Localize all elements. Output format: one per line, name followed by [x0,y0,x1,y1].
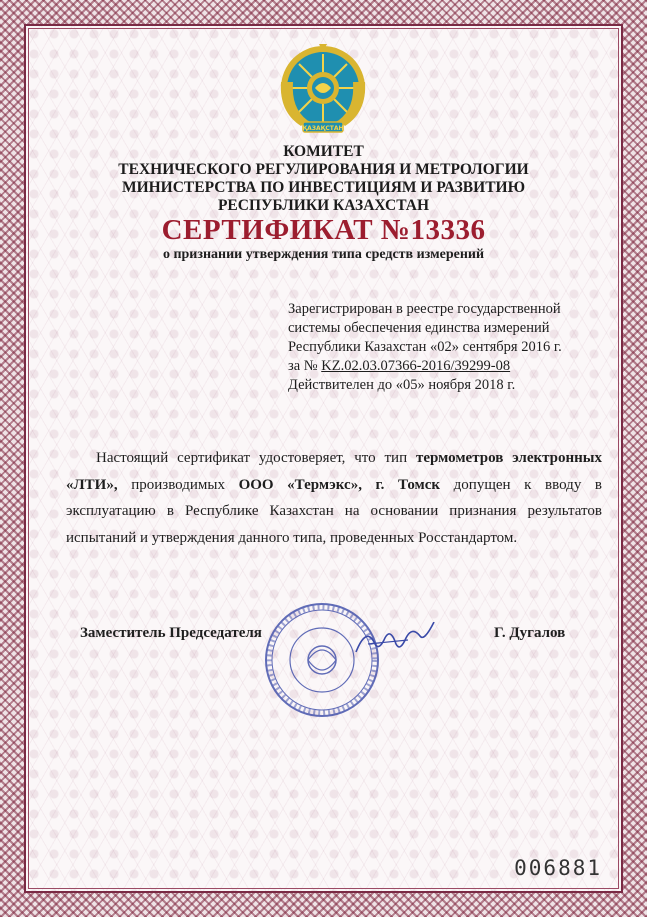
header-line-1: КОМИТЕТ [283,143,364,160]
registry-line-3: Республики Казахстан «02» сентября 2016 г. [288,339,562,355]
header-line-3: МИНИСТЕРСТВА ПО ИНВЕСТИЦИЯМ И РАЗВИТИЮ [121,179,526,196]
registry-info [288,300,618,395]
instrument-type: термометров электронных «ЛТИ», [66,450,603,493]
certificate-title: СЕРТИФИКАТ №13336 [161,214,486,246]
manufacturer: ООО «Термэкс», г. Томск [238,476,441,493]
signatory-name: Г. Дугалов [494,625,566,641]
body-text-3: допущен к вводу в эксплуатацию в Республике Казахстан на основании признания результатов испытаний и утверждения данного типа, проведенных Росстандартом. [66,476,603,546]
registry-line-1: Зарегистрирован в реестре государственной [288,301,561,317]
signatory-title: Заместитель Председателя [80,625,262,641]
issuing-authority [40,143,607,215]
signature-icon [348,622,438,662]
registry-number: KZ.02.03.07366-2016/39299-08 [321,358,511,374]
header-line-4: РЕСПУБЛИКИ КАЗАХСТАН [217,197,430,214]
registry-number-prefix: за № [288,358,318,374]
body-text-1: Настоящий сертификат удостоверяет, что тип [96,450,416,466]
serial-number: 006881 [514,856,602,880]
registry-line-4 [288,357,618,376]
certificate-body [66,445,602,551]
header-line-2: ТЕХНИЧЕСКОГО РЕГУЛИРОВАНИЯ И МЕТРОЛОГИИ [118,161,529,178]
svg-text:ҚАЗАҚСТАН: ҚАЗАҚСТАН [302,125,344,132]
state-emblem-icon [275,42,371,138]
registry-validity: Действителен до «05» ноября 2018 г. [288,377,516,393]
registry-line-2: системы обеспечения единства измерений [288,320,550,336]
body-text-2: производимых [117,476,239,493]
certificate-subtitle: о признании утверждения типа средств измерений [162,247,485,262]
